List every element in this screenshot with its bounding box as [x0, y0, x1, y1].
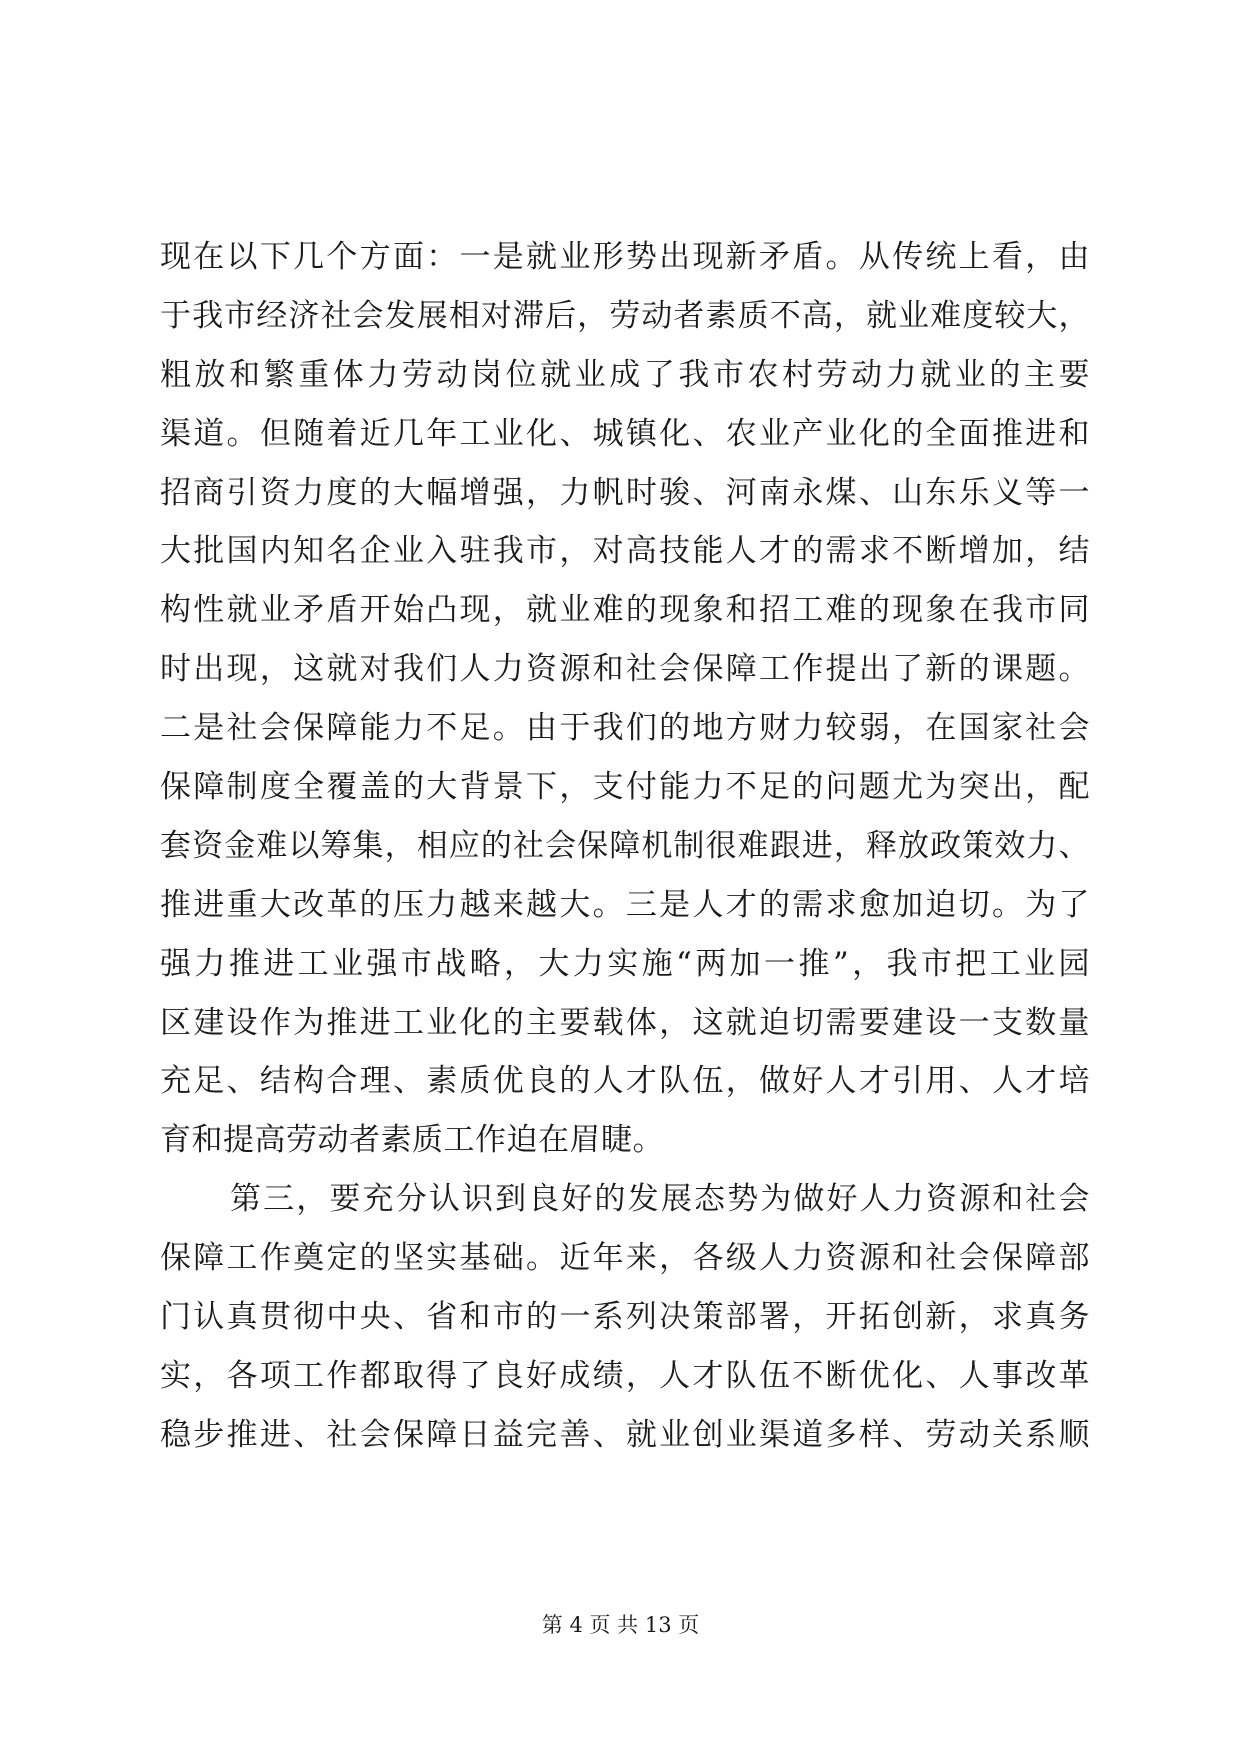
text-line: 现在以下几个方面：一是就业形势出现新矛盾。从传统上看，由 [160, 239, 1090, 275]
text-line: 二是社会保障能力不足。由于我们的地方财力较弱，在国家社会 [160, 710, 1090, 747]
text-line: 门认真贯彻中央、省和市的一系列决策部署，开拓创新，求真务 [160, 1299, 1090, 1336]
text-line: 充足、结构合理、素质优良的人才队伍，做好人才引用、人才培 [160, 1063, 1090, 1100]
text-line: 渠道。但随着近几年工业化、城镇化、农业产业化的全面推进和 [160, 415, 1090, 452]
body-text [160, 228, 1090, 1465]
text-line: 实，各项工作都取得了良好成绩，人才队伍不断优化、人事改革 [160, 1357, 1090, 1394]
text-line: 粗放和繁重体力劳动岗位就业成了我市农村劳动力就业的主要 [160, 356, 1090, 393]
paragraph-first-line: 第三，要充分认识到良好的发展态势为做好人力资源和社会 [230, 1181, 1090, 1218]
text-line: 套资金难以筹集，相应的社会保障机制很难跟进，释放政策效力、 [160, 827, 1090, 864]
page-footer [0, 1610, 1241, 1640]
text-line: 强力推进工业强市战略，大力实施“两加一推”，我市把工业园 [160, 945, 1090, 982]
text-line: 保障制度全覆盖的大背景下，支付能力不足的问题尤为突出，配 [160, 769, 1090, 806]
text-line: 构性就业矛盾开始凸现，就业难的现象和招工难的现象在我市同 [160, 592, 1090, 629]
text-line: 稳步推进、社会保障日益完善、就业创业渠道多样、劳动关系顺 [160, 1416, 1090, 1453]
text-line: 推进重大改革的压力越来越大。三是人才的需求愈加迫切。为了 [160, 886, 1090, 923]
text-line: 招商引资力度的大幅增强，力帆时骏、河南永煤、山东乐义等一 [160, 474, 1090, 511]
text-line: 大批国内知名企业入驻我市，对高技能人才的需求不断增加，结 [160, 533, 1090, 570]
text-line: 保障工作奠定的坚实基础。近年来，各级人力资源和社会保障部 [160, 1240, 1090, 1277]
text-line: 时出现，这就对我们人力资源和社会保障工作提出了新的课题。 [160, 651, 1090, 688]
page-number-label: 第 4 页 共 13 页 [541, 1613, 700, 1637]
text-line: 于我市经济社会发展相对滞后，劳动者素质不高，就业难度较大， [160, 297, 1090, 334]
text-line: 育和提高劳动者素质工作迫在眉睫。 [160, 1122, 664, 1159]
text-line: 区建设作为推进工业化的主要载体，这就迫切需要建设一支数量 [160, 1004, 1090, 1041]
